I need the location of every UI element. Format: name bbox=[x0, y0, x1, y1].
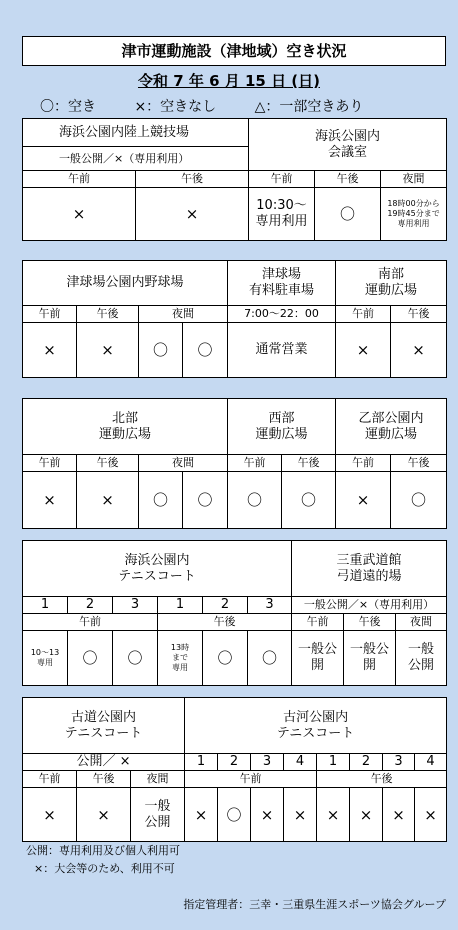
status-cell: × bbox=[383, 788, 415, 842]
time-header: 午前 bbox=[292, 614, 344, 631]
status-cell: × bbox=[23, 472, 77, 529]
time-header: 午前 bbox=[23, 771, 77, 788]
time-header: 午後 bbox=[282, 455, 336, 472]
usage-note: 公開／ × bbox=[23, 754, 185, 771]
legend-open: 〇：空き bbox=[40, 99, 96, 115]
time-header: 午前 bbox=[23, 306, 77, 323]
time-header: 午後 bbox=[391, 306, 447, 323]
court-number: 2 bbox=[218, 754, 251, 771]
status-cell: × bbox=[317, 788, 350, 842]
time-header: 午前 bbox=[336, 455, 391, 472]
status-cell: 〇 bbox=[203, 631, 248, 686]
usage-note: 一般公開／×（専用利用） bbox=[292, 597, 447, 614]
status-cell: 〇 bbox=[315, 188, 381, 241]
table-furumichi-furukawa-tennis bbox=[22, 697, 447, 842]
usage-note: 一般公開／×（専用利用） bbox=[23, 147, 249, 171]
court-number: 2 bbox=[350, 754, 383, 771]
status-cell: 〇 bbox=[183, 323, 228, 378]
facility-name: 乙部公園内 運動広場 bbox=[336, 399, 447, 455]
status-cell: × bbox=[336, 323, 391, 378]
time-header: 午後 bbox=[344, 614, 396, 631]
time-header: 午後 bbox=[158, 614, 292, 631]
time-header: 夜間 bbox=[139, 455, 228, 472]
status-cell: × bbox=[284, 788, 317, 842]
facility-name: 古道公園内 テニスコート bbox=[23, 698, 185, 754]
status-cell: × bbox=[251, 788, 284, 842]
status-cell: × bbox=[391, 323, 447, 378]
legend-partial: △：一部空きあり bbox=[254, 99, 364, 115]
status-cell: 〇 bbox=[282, 472, 336, 529]
status-cell: 一般 公開 bbox=[396, 631, 447, 686]
status-cell: 通常営業 bbox=[228, 323, 336, 378]
time-header: 午前 bbox=[336, 306, 391, 323]
court-number: 4 bbox=[415, 754, 447, 771]
court-number: 3 bbox=[248, 597, 292, 614]
time-header: 午後 bbox=[391, 455, 447, 472]
time-header: 午前 bbox=[23, 455, 77, 472]
facility-name: 海浜公園内 テニスコート bbox=[23, 541, 292, 597]
facility-name: 津球場公園内野球場 bbox=[23, 261, 228, 306]
status-cell: × bbox=[77, 788, 131, 842]
time-header: 午後 bbox=[77, 306, 139, 323]
time-header: 午前 bbox=[23, 171, 136, 188]
facility-name: 海浜公園内陸上競技場 bbox=[23, 119, 249, 147]
court-number: 1 bbox=[23, 597, 68, 614]
facility-name: 南部 運動広場 bbox=[336, 261, 447, 306]
status-cell: × bbox=[185, 788, 218, 842]
time-header: 夜間 bbox=[131, 771, 185, 788]
status-cell: × bbox=[23, 323, 77, 378]
facility-name: 古河公園内 テニスコート bbox=[185, 698, 447, 754]
table-tsu-baseball bbox=[22, 260, 447, 378]
time-header: 午前 bbox=[228, 455, 282, 472]
status-date bbox=[0, 70, 458, 91]
status-cell: × bbox=[415, 788, 447, 842]
note-unavailable: ×：大会等のため、利用不可 bbox=[34, 862, 175, 875]
status-cell: 一般 公開 bbox=[131, 788, 185, 842]
status-cell: 〇 bbox=[139, 323, 183, 378]
page-title: 津市運動施設（津地域）空き状況 bbox=[22, 36, 446, 66]
status-cell: 18時00分から 19時45分まで 専用利用 bbox=[381, 188, 447, 241]
facility-name: 北部 運動広場 bbox=[23, 399, 228, 455]
facility-name: 三重武道館 弓道遠的場 bbox=[292, 541, 447, 597]
note-open: 公開：専用利用及び個人利用可 bbox=[26, 844, 180, 857]
court-number: 4 bbox=[284, 754, 317, 771]
time-header: 夜間 bbox=[139, 306, 228, 323]
status-cell: 〇 bbox=[183, 472, 228, 529]
time-header: 夜間 bbox=[396, 614, 447, 631]
time-header: 午後 bbox=[77, 771, 131, 788]
time-header: 午前 bbox=[23, 614, 158, 631]
status-cell: 一般公 開 bbox=[344, 631, 396, 686]
court-number: 2 bbox=[68, 597, 113, 614]
time-header: 午後 bbox=[317, 771, 447, 788]
status-cell: × bbox=[336, 472, 391, 529]
court-number: 1 bbox=[185, 754, 218, 771]
status-cell: 〇 bbox=[68, 631, 113, 686]
footer-manager: 指定管理者：三幸・三重県生涯スポーツ協会グループ bbox=[183, 898, 446, 911]
status-cell: × bbox=[23, 188, 136, 241]
status-cell: × bbox=[23, 788, 77, 842]
court-number: 3 bbox=[251, 754, 284, 771]
facility-name: 津球場 有料駐車場 bbox=[228, 261, 336, 306]
legend-none: ×：空きなし bbox=[134, 99, 217, 115]
table-kaihin-track-conference bbox=[22, 118, 447, 241]
status-cell: 一般公 開 bbox=[292, 631, 344, 686]
court-number: 1 bbox=[317, 754, 350, 771]
court-number: 3 bbox=[113, 597, 158, 614]
status-cell: × bbox=[350, 788, 383, 842]
status-cell: 〇 bbox=[139, 472, 183, 529]
court-number: 1 bbox=[158, 597, 203, 614]
time-header: 夜間 bbox=[381, 171, 447, 188]
date-text: 令和 7 年 6 月 15 日 (日) bbox=[137, 72, 320, 90]
time-header: 午後 bbox=[136, 171, 249, 188]
time-header: 午後 bbox=[77, 455, 139, 472]
time-header: 午前 bbox=[249, 171, 315, 188]
table-kaihin-tennis-budokan bbox=[22, 540, 447, 686]
facility-name: 西部 運動広場 bbox=[228, 399, 336, 455]
time-header: 7:00～22：00 bbox=[228, 306, 336, 323]
status-cell: × bbox=[77, 323, 139, 378]
status-cell: 〇 bbox=[391, 472, 447, 529]
status-cell: 13時 まで 専用 bbox=[158, 631, 203, 686]
court-number: 2 bbox=[203, 597, 248, 614]
status-cell: 10～13 専用 bbox=[23, 631, 68, 686]
status-cell: 10:30～ 専用利用 bbox=[249, 188, 315, 241]
status-cell: 〇 bbox=[248, 631, 292, 686]
time-header: 午後 bbox=[315, 171, 381, 188]
legend bbox=[40, 96, 440, 116]
facility-name: 海浜公園内 会議室 bbox=[249, 119, 447, 171]
status-cell: × bbox=[77, 472, 139, 529]
status-cell: 〇 bbox=[113, 631, 158, 686]
court-number: 3 bbox=[383, 754, 415, 771]
table-hokubu-seibu-otobe bbox=[22, 398, 447, 529]
time-header: 午前 bbox=[185, 771, 317, 788]
status-cell: × bbox=[136, 188, 249, 241]
status-cell: 〇 bbox=[218, 788, 251, 842]
status-cell: 〇 bbox=[228, 472, 282, 529]
